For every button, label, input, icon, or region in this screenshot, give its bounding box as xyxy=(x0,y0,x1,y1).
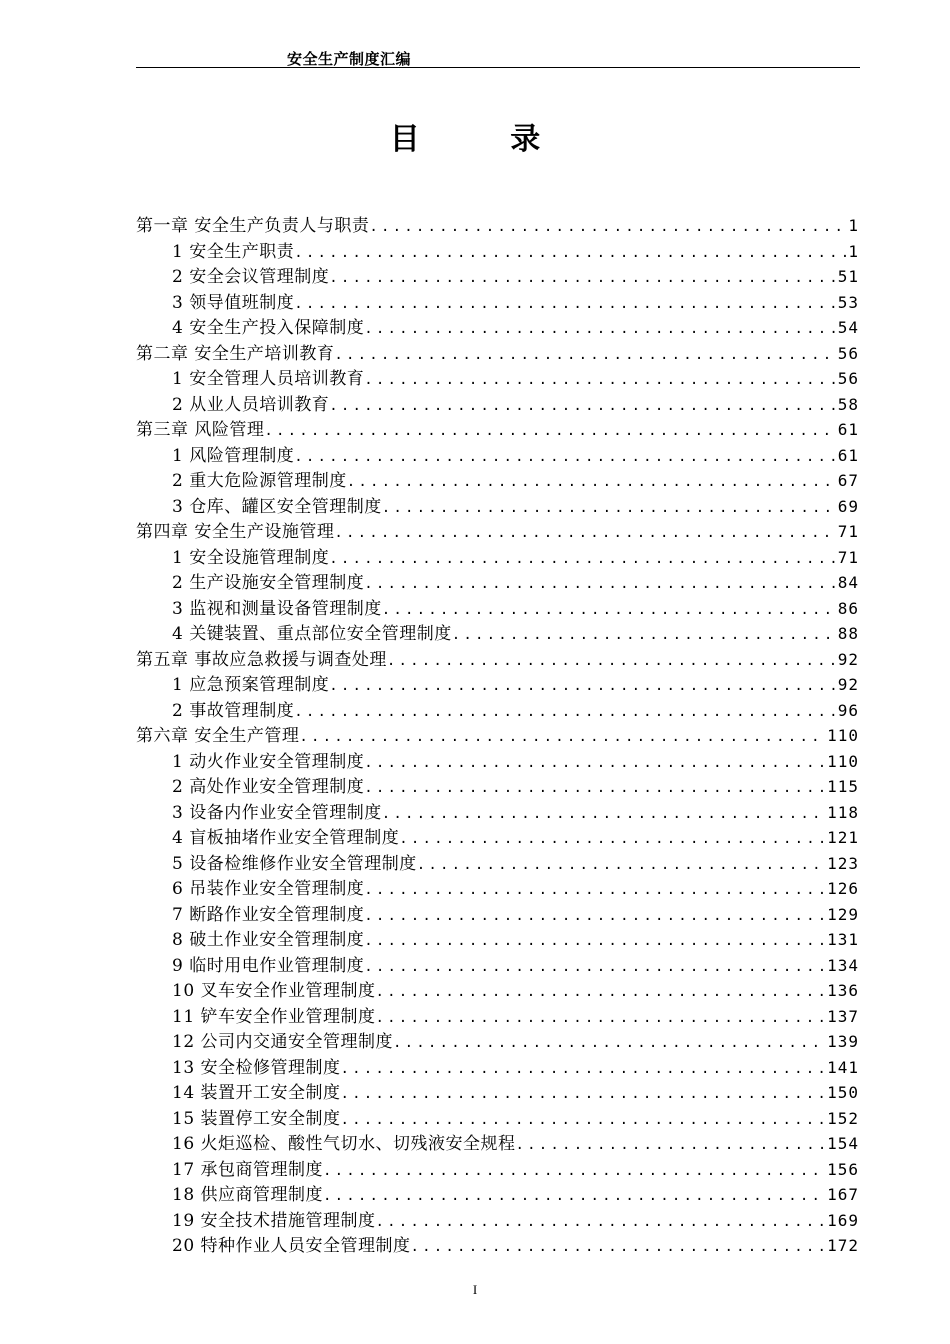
toc-section-entry[interactable] xyxy=(136,545,859,571)
toc-entry-title: 第三章 风险管理 xyxy=(136,420,265,440)
toc-entry-title: 第六章 安全生产管理 xyxy=(136,726,300,746)
toc-chapter-entry[interactable] xyxy=(136,341,859,367)
toc-section-entry[interactable] xyxy=(136,1055,859,1081)
toc-section-entry[interactable] xyxy=(136,978,859,1004)
table-of-contents xyxy=(136,213,859,1259)
page-header-title: 安全生产制度汇编 xyxy=(287,50,412,68)
toc-section-entry[interactable] xyxy=(136,1182,859,1208)
toc-dot-leader xyxy=(382,802,825,826)
toc-entry-title: 16 火炬巡检、酸性气切水、切残液安全规程 xyxy=(172,1134,516,1154)
toc-entry-page: 1 xyxy=(848,216,859,235)
toc-entry-title: 3 仓库、罐区安全管理制度 xyxy=(172,496,382,517)
toc-entry-title: 2 事故管理制度 xyxy=(172,700,295,721)
page-number: I xyxy=(472,1282,478,1297)
toc-section-entry[interactable] xyxy=(136,672,859,698)
toc-entry-title: 2 生产设施安全管理制度 xyxy=(172,573,365,593)
toc-chapter-entry[interactable] xyxy=(136,647,859,673)
toc-entry-title: 7 断路作业安全管理制度 xyxy=(172,904,365,925)
toc-entry-title: 15 装置停工安全制度 xyxy=(172,1108,341,1129)
toc-section-entry[interactable] xyxy=(136,927,859,953)
toc-section-entry[interactable] xyxy=(136,876,859,902)
toc-section-entry[interactable] xyxy=(136,825,859,851)
toc-dot-leader xyxy=(376,980,826,1004)
toc-entry-title: 12 公司内交通安全管理制度 xyxy=(172,1032,394,1052)
toc-dot-leader xyxy=(294,445,836,469)
toc-entry-title: 1 安全生产职责 xyxy=(172,241,295,262)
toc-section-entry[interactable] xyxy=(136,494,859,520)
toc-dot-leader xyxy=(387,649,836,673)
toc-entry-page: 1 xyxy=(848,241,859,261)
toc-entry-page: 51 xyxy=(837,267,859,286)
toc-dot-leader xyxy=(364,572,836,596)
toc-section-entry[interactable] xyxy=(136,749,859,775)
toc-entry-title: 3 设备内作业安全管理制度 xyxy=(172,802,382,823)
toc-section-entry[interactable] xyxy=(136,953,859,979)
toc-entry-title: 18 供应商管理制度 xyxy=(172,1185,324,1205)
toc-dot-leader xyxy=(399,827,825,851)
toc-entry-title: 8 破土作业安全管理制度 xyxy=(172,930,365,950)
toc-entry-page: 92 xyxy=(837,675,859,694)
toc-entry-page: 115 xyxy=(827,777,859,796)
toc-entry-page: 167 xyxy=(827,1185,859,1204)
toc-dot-leader xyxy=(294,292,836,316)
toc-entry-title: 4 安全生产投入保障制度 xyxy=(172,318,365,338)
toc-dot-leader xyxy=(334,343,835,367)
toc-dot-leader xyxy=(341,1082,826,1106)
toc-entry-title: 4 关键装置、重点部位安全管理制度 xyxy=(172,624,452,644)
toc-dot-leader xyxy=(376,1210,826,1234)
toc-dot-leader xyxy=(364,878,825,902)
toc-entry-page: 131 xyxy=(827,930,859,949)
toc-section-entry[interactable] xyxy=(136,468,859,494)
toc-section-entry[interactable] xyxy=(136,392,859,418)
toc-section-entry[interactable] xyxy=(136,443,859,469)
toc-section-entry[interactable] xyxy=(136,1029,859,1055)
toc-dot-leader xyxy=(329,394,836,418)
toc-entry-page: 141 xyxy=(827,1057,859,1077)
toc-dot-leader xyxy=(341,1108,826,1132)
toc-dot-leader xyxy=(329,547,836,571)
toc-entry-title: 1 风险管理制度 xyxy=(172,445,295,466)
toc-entry-page: 129 xyxy=(827,904,859,924)
toc-dot-leader xyxy=(329,674,836,698)
toc-entry-title: 11 铲车安全作业管理制度 xyxy=(172,1006,376,1027)
toc-entry-page: 110 xyxy=(827,726,859,745)
toc-entry-title: 20 特种作业人员安全管理制度 xyxy=(172,1236,411,1256)
toc-entry-title: 5 设备检维修作业安全管理制度 xyxy=(172,853,417,874)
toc-entry-title: 第四章 安全生产设施管理 xyxy=(136,522,335,542)
toc-dot-leader xyxy=(329,266,836,290)
toc-section-entry[interactable] xyxy=(136,1080,859,1106)
toc-entry-page: 56 xyxy=(837,343,859,363)
toc-entry-title: 2 从业人员培训教育 xyxy=(172,394,330,415)
toc-dot-leader xyxy=(299,725,825,749)
toc-entry-title: 2 高处作业安全管理制度 xyxy=(172,777,365,797)
toc-section-entry[interactable] xyxy=(136,800,859,826)
toc-entry-page: 96 xyxy=(837,700,859,720)
toc-chapter-entry[interactable] xyxy=(136,519,859,545)
toc-dot-leader xyxy=(364,751,825,775)
toc-entry-page: 150 xyxy=(827,1083,859,1102)
toc-dot-leader xyxy=(516,1133,826,1157)
document-title: 目 录 xyxy=(389,122,581,157)
toc-dot-leader xyxy=(294,241,846,265)
toc-section-entry[interactable] xyxy=(136,596,859,622)
toc-section-entry[interactable] xyxy=(136,570,859,596)
toc-entry-title: 2 重大危险源管理制度 xyxy=(172,471,347,491)
toc-entry-page: 123 xyxy=(827,853,859,873)
toc-dot-leader xyxy=(364,317,836,341)
toc-entry-title: 1 安全设施管理制度 xyxy=(172,547,330,568)
toc-dot-leader xyxy=(264,419,835,443)
toc-dot-leader xyxy=(323,1184,825,1208)
toc-dot-leader xyxy=(393,1031,825,1055)
toc-entry-page: 71 xyxy=(837,522,859,541)
toc-entry-title: 1 动火作业安全管理制度 xyxy=(172,751,365,772)
toc-chapter-entry[interactable] xyxy=(136,417,859,443)
toc-entry-page: 67 xyxy=(837,471,859,490)
toc-section-entry[interactable] xyxy=(136,621,859,647)
toc-chapter-entry[interactable] xyxy=(136,723,859,749)
toc-dot-leader xyxy=(347,470,836,494)
toc-dot-leader xyxy=(334,521,835,545)
toc-entry-page: 110 xyxy=(827,751,859,771)
toc-section-entry[interactable] xyxy=(136,698,859,724)
toc-dot-leader xyxy=(364,776,825,800)
toc-entry-page: 139 xyxy=(827,1032,859,1051)
toc-entry-title: 2 安全会议管理制度 xyxy=(172,267,330,287)
toc-entry-page: 58 xyxy=(837,394,859,414)
toc-entry-page: 152 xyxy=(827,1108,859,1128)
toc-entry-page: 118 xyxy=(827,802,859,822)
toc-section-entry[interactable] xyxy=(136,290,859,316)
toc-entry-title: 第一章 安全生产负责人与职责 xyxy=(136,216,370,236)
toc-section-entry[interactable] xyxy=(136,315,859,341)
toc-entry-title: 第五章 事故应急救援与调查处理 xyxy=(136,649,387,670)
toc-entry-page: 136 xyxy=(827,981,859,1000)
toc-entry-page: 54 xyxy=(837,318,859,337)
toc-entry-title: 4 盲板抽堵作业安全管理制度 xyxy=(172,828,400,848)
toc-entry-page: 53 xyxy=(837,292,859,312)
toc-dot-leader xyxy=(382,496,836,520)
toc-entry-title: 9 临时用电作业管理制度 xyxy=(172,955,365,976)
toc-section-entry[interactable] xyxy=(136,1208,859,1234)
toc-entry-page: 61 xyxy=(837,445,859,465)
toc-section-entry[interactable] xyxy=(136,264,859,290)
toc-entry-title: 19 安全技术措施管理制度 xyxy=(172,1210,376,1231)
toc-entry-page: 172 xyxy=(827,1236,859,1255)
toc-section-entry[interactable] xyxy=(136,1004,859,1030)
toc-entry-title: 3 监视和测量设备管理制度 xyxy=(172,598,382,619)
toc-section-entry[interactable] xyxy=(136,1131,859,1157)
toc-entry-page: 134 xyxy=(827,955,859,975)
toc-dot-leader xyxy=(294,700,836,724)
toc-dot-leader xyxy=(364,955,825,979)
toc-section-entry[interactable] xyxy=(136,366,859,392)
toc-entry-page: 69 xyxy=(837,496,859,516)
toc-entry-page: 56 xyxy=(837,369,859,388)
toc-section-entry[interactable] xyxy=(136,1233,859,1259)
toc-entry-title: 1 安全管理人员培训教育 xyxy=(172,369,365,389)
toc-entry-page: 71 xyxy=(837,547,859,567)
toc-entry-title: 3 领导值班制度 xyxy=(172,292,295,313)
header-rule xyxy=(136,67,860,68)
toc-entry-page: 84 xyxy=(837,573,859,592)
toc-entry-page: 88 xyxy=(837,624,859,643)
toc-section-entry[interactable] xyxy=(136,239,859,265)
toc-entry-title: 第二章 安全生产培训教育 xyxy=(136,343,335,364)
toc-entry-title: 13 安全检修管理制度 xyxy=(172,1057,341,1078)
toc-dot-leader xyxy=(452,623,836,647)
toc-entry-page: 61 xyxy=(837,420,859,439)
toc-entry-page: 169 xyxy=(827,1210,859,1230)
toc-entry-page: 137 xyxy=(827,1006,859,1026)
toc-entry-title: 6 吊装作业安全管理制度 xyxy=(172,879,365,899)
toc-entry-page: 156 xyxy=(827,1159,859,1179)
toc-dot-leader xyxy=(417,853,825,877)
toc-entry-title: 17 承包商管理制度 xyxy=(172,1159,324,1180)
toc-entry-page: 86 xyxy=(837,598,859,618)
toc-dot-leader xyxy=(323,1159,825,1183)
toc-entry-page: 154 xyxy=(827,1134,859,1153)
toc-dot-leader xyxy=(369,215,846,239)
toc-entry-title: 10 叉车安全作业管理制度 xyxy=(172,981,376,1001)
toc-dot-leader xyxy=(364,368,836,392)
toc-entry-page: 92 xyxy=(837,649,859,669)
toc-section-entry[interactable] xyxy=(136,902,859,928)
toc-dot-leader xyxy=(376,1006,826,1030)
toc-dot-leader xyxy=(364,904,825,928)
toc-entry-page: 121 xyxy=(827,828,859,847)
toc-section-entry[interactable] xyxy=(136,774,859,800)
toc-entry-title: 14 装置开工安全制度 xyxy=(172,1083,341,1103)
toc-entry-page: 126 xyxy=(827,879,859,898)
toc-dot-leader xyxy=(382,598,836,622)
toc-dot-leader xyxy=(341,1057,826,1081)
toc-section-entry[interactable] xyxy=(136,1157,859,1183)
toc-dot-leader xyxy=(411,1235,826,1259)
toc-section-entry[interactable] xyxy=(136,1106,859,1132)
toc-chapter-entry[interactable] xyxy=(136,213,859,239)
toc-section-entry[interactable] xyxy=(136,851,859,877)
toc-entry-title: 1 应急预案管理制度 xyxy=(172,675,330,695)
toc-dot-leader xyxy=(364,929,825,953)
